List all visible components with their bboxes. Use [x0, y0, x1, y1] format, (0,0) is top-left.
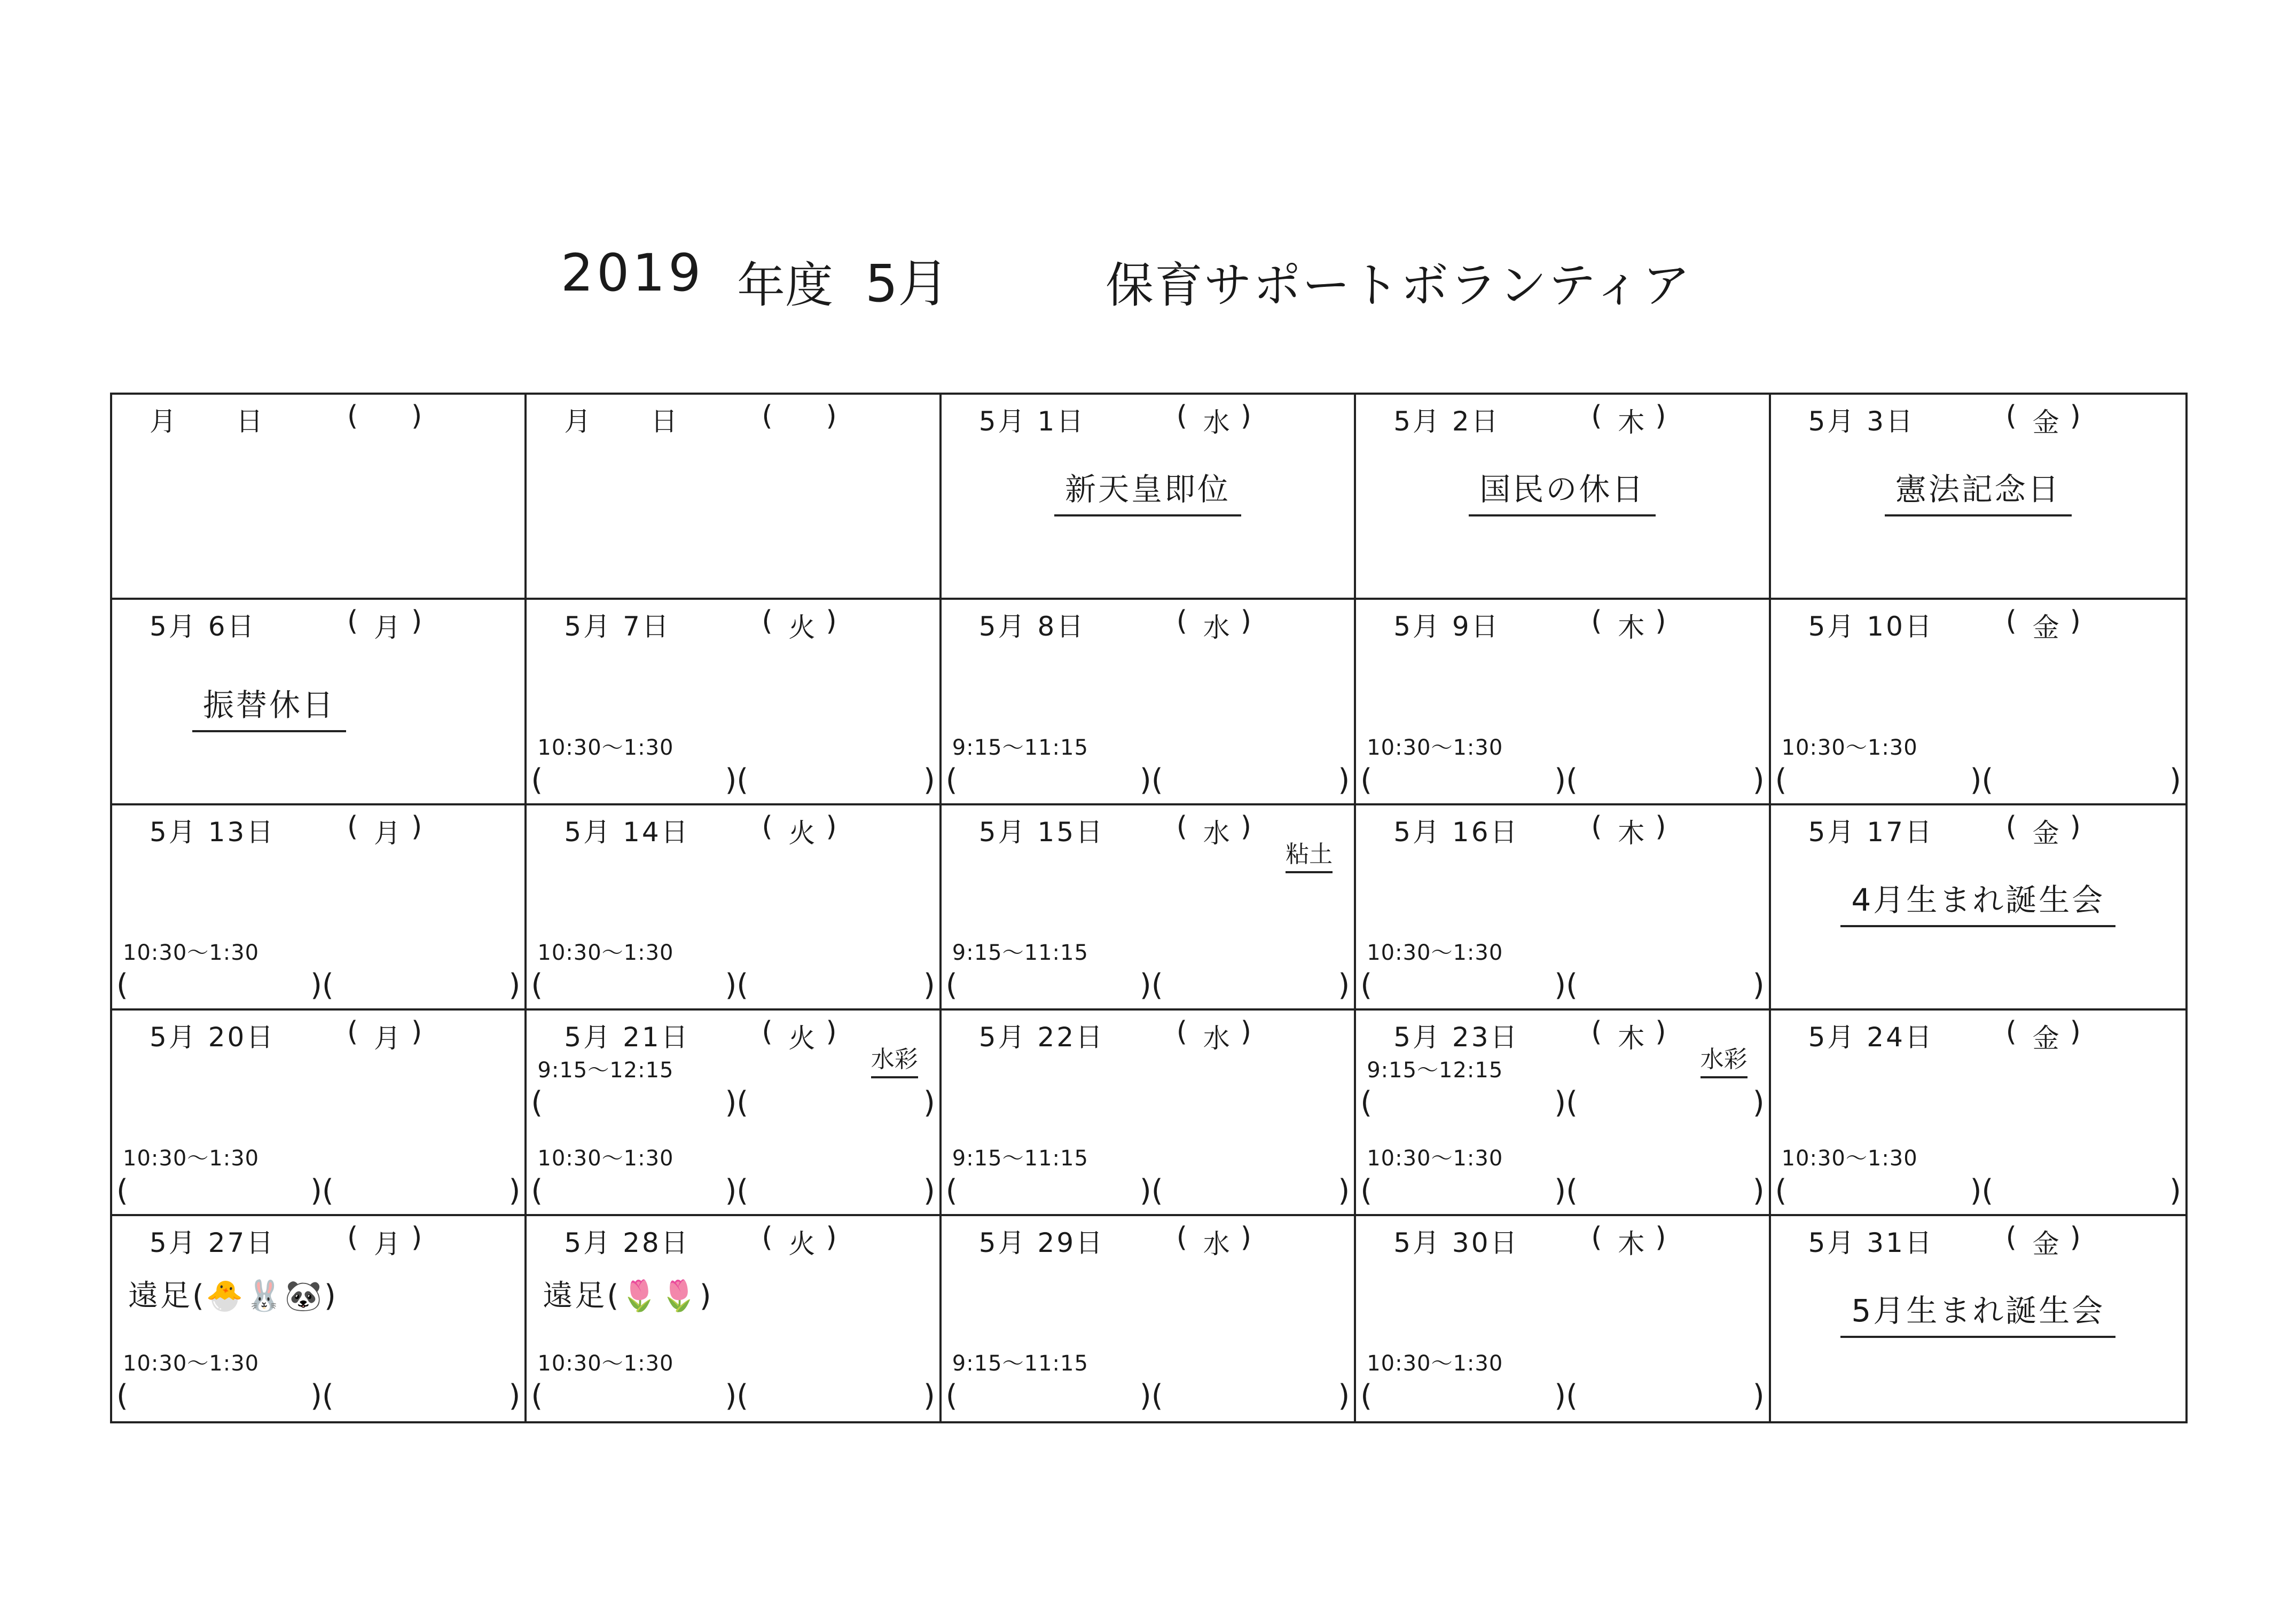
signup-paren: )( [1139, 968, 1163, 1003]
cell-date: 5月 1日 [978, 406, 1086, 437]
dow-paren-close: ) [826, 1221, 837, 1254]
activity-label: 水彩 [1701, 1040, 1748, 1078]
cell-date: 5月 3日 [1808, 406, 1915, 437]
cell-date: 5月 7日 [564, 611, 671, 643]
signup-paren: ) [1338, 968, 1350, 1003]
signup-paren: )( [725, 1378, 749, 1413]
signup-paren: )( [725, 968, 749, 1003]
dow-paren-open: ( [762, 1016, 773, 1048]
dow-paren-close: ) [826, 400, 837, 432]
dow-paren-close: ) [1655, 810, 1666, 843]
cell-day-of-week: 金 [2032, 1023, 2059, 1054]
calendar-cell [527, 1216, 941, 1421]
dow-paren-open: ( [347, 400, 358, 432]
cell-date: 5月 28日 [564, 1227, 690, 1258]
cell-date: 5月 8日 [978, 611, 1086, 643]
dow-paren-close: ) [411, 810, 422, 843]
signup-paren: ) [1752, 1085, 1765, 1120]
calendar-cell [112, 1011, 527, 1216]
cell-day-of-week: 金 [2032, 1228, 2059, 1259]
signup-blank[interactable] [945, 1173, 1350, 1208]
cell-day-of-week: 月 [374, 817, 401, 849]
event-text: 4月生まれ誕生会 [1840, 875, 2115, 927]
calendar-cell [1771, 395, 2185, 600]
activity-label: 水彩 [871, 1040, 918, 1078]
signup-paren: ( [116, 1378, 128, 1413]
cell-date: 5月 24日 [1808, 1022, 1934, 1053]
signup-paren: )( [725, 1085, 749, 1120]
signup-blank[interactable] [531, 1379, 935, 1411]
cell-day-of-week: 火 [788, 817, 816, 849]
signup-paren: )( [310, 1378, 334, 1413]
calendar-cell [1356, 1011, 1770, 1216]
time-slot-label: 10:30〜1:30 [1781, 1146, 1918, 1171]
signup-paren: )( [1554, 968, 1578, 1003]
signup-paren: )( [1554, 1378, 1578, 1413]
calendar-cell [112, 805, 527, 1011]
signup-paren: ( [945, 1378, 958, 1413]
signup-paren: ( [1775, 1173, 1787, 1208]
cell-date: 5月 14日 [564, 816, 690, 848]
dow-paren-open: ( [1176, 810, 1188, 843]
calendar-cell [112, 395, 527, 600]
cell-date: 5月 29日 [978, 1227, 1105, 1258]
signup-paren: ) [1338, 762, 1350, 797]
cell-date: 5月 13日 [150, 816, 276, 848]
dow-paren-close: ) [411, 400, 422, 432]
dow-paren-open: ( [1176, 400, 1188, 432]
outing-label: 遠足(🐣🐰🐼) [128, 1278, 338, 1313]
outing-label: 遠足(🌷🌷) [543, 1278, 714, 1313]
event-label [1771, 1286, 2185, 1338]
signup-blank[interactable] [531, 1173, 935, 1208]
cell-day-of-week: 木 [1618, 1228, 1645, 1259]
signup-paren: ( [1360, 762, 1373, 797]
calendar-cell [1771, 600, 2185, 805]
dow-paren-open: ( [1176, 1016, 1188, 1048]
signup-blank[interactable] [946, 763, 1350, 795]
title-month: 5月 [865, 254, 950, 314]
time-slot-label: 10:30〜1:30 [537, 1351, 674, 1376]
signup-paren: ) [1752, 762, 1765, 797]
signup-blank[interactable] [116, 1379, 520, 1411]
signup-paren: ( [945, 1173, 958, 1208]
signup-blank[interactable] [946, 1379, 1350, 1411]
time-slot-label: 9:15〜11:15 [952, 1146, 1088, 1171]
dow-paren-close: ) [1240, 1016, 1252, 1048]
signup-blank[interactable] [1775, 1173, 2181, 1208]
signup-paren: )( [1139, 1173, 1163, 1208]
dow-paren-close: ) [2070, 1221, 2081, 1254]
cell-day-of-week: 水 [1203, 407, 1230, 438]
cell-day-of-week: 月 [374, 1228, 401, 1259]
time-slot-label: 9:15〜11:15 [952, 941, 1088, 966]
signup-blank[interactable] [945, 968, 1350, 1003]
signup-blank[interactable] [116, 968, 521, 1003]
calendar-grid [110, 393, 2188, 1423]
signup-paren: ( [1360, 1173, 1373, 1208]
signup-paren: )( [1970, 762, 1994, 797]
time-slot-label: 9:15〜11:15 [952, 735, 1088, 760]
cell-date: 5月 30日 [1393, 1227, 1519, 1258]
dow-paren-open: ( [762, 400, 773, 432]
dow-paren-close: ) [1655, 400, 1666, 432]
cell-day-of-week: 木 [1618, 817, 1645, 849]
signup-paren: ( [531, 762, 543, 797]
cell-day-of-week: 火 [788, 1023, 816, 1054]
dow-paren-open: ( [1591, 605, 1602, 638]
signup-paren: ( [531, 968, 543, 1003]
calendar-cell [942, 600, 1356, 805]
signup-paren: ) [1752, 1173, 1765, 1208]
time-slot-label: 9:15〜12:15 [1367, 1058, 1503, 1083]
dow-paren-open: ( [347, 1221, 358, 1254]
time-slot-label: 10:30〜1:30 [1367, 941, 1503, 966]
signup-paren: ( [116, 968, 128, 1003]
event-label [1356, 464, 1768, 516]
time-slot-label: 10:30〜1:30 [537, 1146, 674, 1171]
calendar-cell [1771, 805, 2185, 1011]
event-label [1771, 875, 2185, 927]
signup-paren: ( [945, 968, 958, 1003]
page-title [561, 243, 1736, 312]
dow-paren-open: ( [1176, 1221, 1188, 1254]
signup-paren: ) [2169, 762, 2181, 797]
cell-day-of-week: 木 [1618, 1023, 1645, 1054]
calendar-cell [527, 805, 941, 1011]
calendar-cell [112, 600, 527, 805]
time-slot-label: 10:30〜1:30 [1367, 1146, 1503, 1171]
event-text: 振替休日 [192, 680, 346, 732]
calendar-cell [942, 395, 1356, 600]
calendar-cell [1356, 1216, 1770, 1421]
dow-paren-open: ( [1176, 605, 1188, 638]
signup-paren: )( [1554, 1085, 1578, 1120]
time-slot-label: 10:30〜1:30 [1367, 735, 1503, 760]
time-slot-label: 10:30〜1:30 [1367, 1351, 1503, 1376]
calendar-cell [527, 600, 941, 805]
cell-day-of-week: 月 [374, 1023, 401, 1054]
cell-date: 月 日 [564, 406, 680, 437]
cell-date: 5月 17日 [1808, 816, 1934, 848]
time-slot-label: 10:30〜1:30 [123, 1146, 260, 1171]
cell-day-of-week: 水 [1203, 817, 1230, 849]
signup-paren: ) [1338, 1173, 1350, 1208]
calendar-cell [527, 1011, 941, 1216]
calendar-cell [1771, 1216, 2185, 1421]
signup-paren: ( [945, 762, 958, 797]
cell-date: 5月 21日 [564, 1022, 690, 1053]
dow-paren-close: ) [1240, 1221, 1252, 1254]
signup-paren: )( [310, 968, 334, 1003]
signup-paren: ( [116, 1173, 128, 1208]
signup-paren: ( [1360, 1378, 1373, 1413]
signup-paren: ) [923, 1085, 935, 1120]
cell-date: 5月 6日 [150, 611, 256, 643]
dow-paren-open: ( [1591, 810, 1602, 843]
cell-date: 5月 27日 [150, 1227, 276, 1258]
signup-paren: ) [1338, 1378, 1350, 1413]
dow-paren-close: ) [1240, 605, 1252, 638]
calendar-cell [527, 395, 941, 600]
cell-day-of-week: 木 [1618, 407, 1645, 438]
dow-paren-close: ) [1655, 605, 1666, 638]
calendar-cell [942, 1011, 1356, 1216]
signup-paren: )( [725, 762, 749, 797]
calendar-cell [112, 1216, 527, 1421]
signup-blank[interactable] [531, 968, 935, 1003]
signup-paren: ( [531, 1085, 543, 1120]
cell-day-of-week: 月 [374, 612, 401, 644]
signup-blank[interactable] [1360, 1085, 1765, 1120]
dow-paren-open: ( [2005, 1016, 2017, 1048]
cell-day-of-week: 木 [1618, 612, 1645, 644]
signup-paren: )( [1554, 1173, 1578, 1208]
signup-paren: ) [1752, 968, 1765, 1003]
signup-paren: )( [310, 1173, 334, 1208]
time-slot-label: 10:30〜1:30 [123, 1351, 260, 1376]
signup-paren: ) [923, 1173, 935, 1208]
cell-date: 月 日 [150, 406, 265, 437]
cell-day-of-week: 金 [2032, 817, 2059, 849]
calendar-cell [942, 805, 1356, 1011]
title-program-name: 保育サポートボランティア [1106, 257, 1691, 314]
signup-paren: ( [1360, 1085, 1373, 1120]
signup-paren: ) [923, 762, 935, 797]
cell-day-of-week: 火 [788, 1228, 816, 1259]
calendar-cell [1771, 1011, 2185, 1216]
title-fiscal-year: 年度 [737, 257, 833, 314]
signup-blank[interactable] [116, 1173, 521, 1208]
cell-date: 5月 16日 [1393, 816, 1519, 848]
title-year: 2019 [561, 243, 704, 303]
cell-date: 5月 2日 [1393, 406, 1500, 437]
event-label [192, 680, 524, 732]
dow-paren-close: ) [1240, 400, 1252, 432]
dow-paren-close: ) [1655, 1221, 1666, 1254]
cell-date: 5月 22日 [978, 1022, 1105, 1053]
cell-day-of-week: 金 [2032, 612, 2059, 644]
signup-blank[interactable] [1360, 1379, 1764, 1411]
dow-paren-close: ) [2070, 1016, 2081, 1048]
signup-paren: ) [2169, 1173, 2181, 1208]
signup-paren: ( [531, 1173, 543, 1208]
calendar-cell [942, 1216, 1356, 1421]
dow-paren-close: ) [826, 605, 837, 638]
cell-date: 5月 15日 [978, 816, 1105, 848]
dow-paren-open: ( [2005, 400, 2017, 432]
signup-paren: ) [508, 1173, 521, 1208]
dow-paren-open: ( [2005, 605, 2017, 638]
signup-blank[interactable] [1360, 1173, 1765, 1208]
dow-paren-open: ( [1591, 1016, 1602, 1048]
signup-blank[interactable] [1775, 763, 2181, 795]
signup-paren: ) [508, 1378, 521, 1413]
signup-paren: )( [1139, 762, 1163, 797]
signup-paren: )( [1139, 1378, 1163, 1413]
signup-blank[interactable] [531, 763, 935, 795]
signup-paren: ( [1775, 762, 1787, 797]
cell-date: 5月 20日 [150, 1022, 276, 1053]
dow-paren-close: ) [826, 810, 837, 843]
calendar-cell [1356, 600, 1770, 805]
dow-paren-close: ) [1655, 1016, 1666, 1048]
signup-paren: ( [531, 1378, 543, 1413]
dow-paren-close: ) [1240, 810, 1252, 843]
signup-paren: ) [508, 968, 521, 1003]
activity-label: 粘土 [1286, 835, 1333, 873]
dow-paren-open: ( [2005, 810, 2017, 843]
signup-paren: ) [923, 968, 935, 1003]
signup-paren: ) [923, 1378, 935, 1413]
signup-paren: )( [725, 1173, 749, 1208]
time-slot-label: 10:30〜1:30 [123, 941, 260, 966]
cell-date: 5月 9日 [1393, 611, 1500, 643]
dow-paren-close: ) [411, 605, 422, 638]
dow-paren-open: ( [762, 1221, 773, 1254]
dow-paren-open: ( [347, 605, 358, 638]
cell-day-of-week: 金 [2032, 407, 2059, 438]
event-label [942, 464, 1354, 516]
signup-blank[interactable] [1360, 968, 1765, 1003]
signup-paren: ( [1360, 968, 1373, 1003]
event-text: 5月生まれ誕生会 [1840, 1286, 2115, 1338]
dow-paren-close: ) [411, 1221, 422, 1254]
cell-date: 5月 31日 [1808, 1227, 1934, 1258]
time-slot-label: 10:30〜1:30 [537, 941, 674, 966]
cell-day-of-week: 火 [788, 612, 816, 644]
cell-date: 5月 23日 [1393, 1022, 1519, 1053]
dow-paren-open: ( [347, 1016, 358, 1048]
dow-paren-open: ( [762, 810, 773, 843]
cell-day-of-week: 水 [1203, 1023, 1230, 1054]
dow-paren-open: ( [1591, 400, 1602, 432]
cell-day-of-week: 水 [1203, 612, 1230, 644]
dow-paren-open: ( [762, 605, 773, 638]
dow-paren-close: ) [2070, 810, 2081, 843]
event-text: 憲法記念日 [1885, 464, 2072, 516]
event-label [1771, 464, 2185, 516]
event-text: 新天皇即位 [1054, 464, 1241, 516]
dow-paren-close: ) [826, 1016, 837, 1048]
dow-paren-close: ) [411, 1016, 422, 1048]
dow-paren-open: ( [1591, 1221, 1602, 1254]
cell-date: 5月 10日 [1808, 611, 1934, 643]
signup-paren: )( [1970, 1173, 1994, 1208]
time-slot-label: 10:30〜1:30 [1781, 735, 1918, 760]
calendar-cell [1356, 805, 1770, 1011]
event-text: 国民の休日 [1469, 464, 1656, 516]
time-slot-label: 10:30〜1:30 [537, 735, 674, 760]
signup-paren: ) [1752, 1378, 1765, 1413]
cell-day-of-week: 水 [1203, 1228, 1230, 1259]
time-slot-label: 9:15〜12:15 [537, 1058, 674, 1083]
signup-paren: )( [1554, 762, 1578, 797]
calendar-cell [1356, 395, 1770, 600]
dow-paren-open: ( [347, 810, 358, 843]
signup-blank[interactable] [1360, 763, 1764, 795]
dow-paren-close: ) [2070, 605, 2081, 638]
time-slot-label: 9:15〜11:15 [952, 1351, 1088, 1376]
dow-paren-open: ( [2005, 1221, 2017, 1254]
dow-paren-close: ) [2070, 400, 2081, 432]
signup-blank[interactable] [531, 1085, 935, 1120]
